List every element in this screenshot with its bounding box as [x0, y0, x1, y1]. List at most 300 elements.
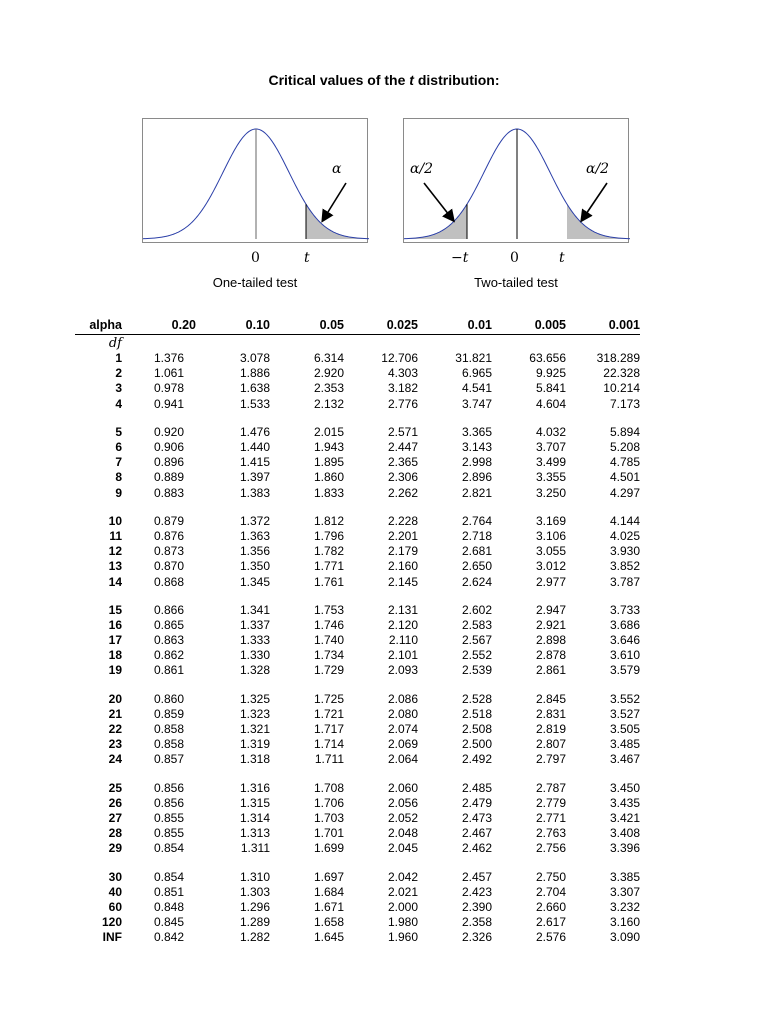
- value-cell: 5.841: [535, 381, 566, 396]
- value-cell: 3.733: [609, 602, 640, 617]
- df-cell: 27: [108, 810, 122, 825]
- df-cell: 20: [108, 691, 122, 706]
- value-cell: 2.365: [387, 455, 418, 470]
- value-cell: 2.763: [535, 826, 566, 841]
- value-cell: 2.390: [461, 899, 492, 914]
- value-cell: 2.000: [387, 899, 418, 914]
- value-cell: 0.876: [153, 528, 184, 543]
- value-cell: 2.485: [461, 780, 492, 795]
- value-cell: 3.467: [609, 752, 640, 767]
- value-cell: 1.714: [313, 737, 344, 752]
- value-cell: 7.173: [609, 396, 640, 411]
- value-cell: 4.501: [609, 470, 640, 485]
- value-cell: 1.533: [239, 396, 270, 411]
- value-cell: 2.797: [535, 752, 566, 767]
- value-cell: 1.753: [313, 602, 344, 617]
- value-cell: 3.450: [609, 780, 640, 795]
- alpha-col-header: 0.20: [122, 316, 196, 335]
- value-cell: 1.771: [313, 559, 344, 574]
- value-cell: 2.060: [387, 780, 418, 795]
- two-tailed-curve-svg: [404, 119, 630, 244]
- value-cell: 1.703: [313, 810, 344, 825]
- group-spacer: [75, 590, 640, 603]
- group-spacer: [75, 768, 640, 781]
- group-spacer: [75, 412, 640, 425]
- value-cell: 3.646: [609, 633, 640, 648]
- df-cell: 24: [108, 752, 122, 767]
- value-cell: 1.323: [239, 706, 270, 721]
- value-cell: 2.896: [461, 470, 492, 485]
- df-cell: 5: [115, 424, 122, 439]
- value-cell: 10.214: [603, 381, 640, 396]
- df-cell: 4: [115, 396, 122, 411]
- value-cell: 1.325: [239, 691, 270, 706]
- value-cell: 0.860: [153, 691, 184, 706]
- value-cell: 4.303: [387, 366, 418, 381]
- value-cell: 3.307: [609, 884, 640, 899]
- value-cell: 3.408: [609, 826, 640, 841]
- value-cell: 2.831: [535, 706, 566, 721]
- value-cell: 1.311: [240, 841, 270, 856]
- two-tailed-left-alpha-label: α/2: [410, 161, 434, 177]
- table-row: [75, 440, 640, 455]
- value-cell: 1.350: [239, 559, 270, 574]
- one-tailed-alpha-arrow: [323, 183, 346, 220]
- value-cell: 0.856: [153, 780, 184, 795]
- value-cell: 1.316: [239, 780, 270, 795]
- df-cell: 26: [108, 795, 122, 810]
- value-cell: 1.796: [313, 528, 344, 543]
- value-cell: 63.656: [529, 351, 566, 366]
- value-cell: 3.106: [535, 528, 566, 543]
- value-cell: 4.785: [609, 455, 640, 470]
- value-cell: 0.857: [153, 752, 184, 767]
- value-cell: 0.856: [153, 795, 184, 810]
- value-cell: 2.326: [461, 930, 492, 945]
- value-cell: 3.365: [461, 424, 492, 439]
- value-cell: 0.863: [153, 633, 184, 648]
- value-cell: 2.042: [387, 869, 418, 884]
- value-cell: 1.886: [239, 366, 270, 381]
- value-cell: 1.697: [313, 869, 344, 884]
- value-cell: 1.440: [239, 440, 270, 455]
- t-critical-values-table: [75, 316, 640, 945]
- value-cell: 2.080: [387, 706, 418, 721]
- value-cell: 4.604: [535, 396, 566, 411]
- value-cell: 2.423: [461, 884, 492, 899]
- df-cell: 23: [108, 737, 122, 752]
- value-cell: 1.684: [313, 884, 344, 899]
- value-cell: 1.960: [387, 930, 418, 945]
- value-cell: 3.852: [609, 559, 640, 574]
- value-cell: 4.032: [535, 424, 566, 439]
- df-cell: 2: [115, 366, 122, 381]
- value-cell: 3.707: [535, 440, 566, 455]
- two-tailed-zero-label: 0: [510, 250, 519, 266]
- value-cell: 2.571: [387, 424, 418, 439]
- value-cell: 0.870: [153, 559, 184, 574]
- table-row: [75, 470, 640, 485]
- value-cell: 4.541: [461, 381, 492, 396]
- value-cell: 3.012: [535, 559, 566, 574]
- value-cell: 1.980: [387, 915, 418, 930]
- value-cell: 3.078: [239, 351, 270, 366]
- table-row: [75, 930, 640, 945]
- value-cell: 2.528: [461, 691, 492, 706]
- table-row: [75, 841, 640, 856]
- value-cell: 1.645: [313, 930, 344, 945]
- value-cell: 1.313: [239, 826, 270, 841]
- table-row: [75, 900, 640, 915]
- df-cell: 120: [101, 915, 122, 930]
- value-cell: 2.021: [387, 884, 418, 899]
- value-cell: 2.500: [461, 737, 492, 752]
- value-cell: 2.201: [387, 528, 418, 543]
- df-cell: 7: [115, 455, 122, 470]
- value-cell: 31.821: [455, 351, 492, 366]
- value-cell: 1.345: [239, 574, 270, 589]
- value-cell: 1.314: [239, 810, 270, 825]
- alpha-col-header: 0.001: [566, 316, 640, 335]
- one-tailed-caption: One-tailed test: [212, 275, 298, 290]
- df-cell: INF: [102, 930, 122, 945]
- value-cell: 1.671: [313, 899, 344, 914]
- value-cell: 0.845: [153, 915, 184, 930]
- value-cell: 0.854: [153, 841, 184, 856]
- value-cell: 2.074: [387, 722, 418, 737]
- value-cell: 0.941: [153, 396, 184, 411]
- df-cell: 15: [108, 602, 122, 617]
- value-cell: 1.318: [239, 752, 270, 767]
- df-cell: 29: [108, 841, 122, 856]
- value-cell: 1.746: [313, 617, 344, 632]
- value-cell: 0.883: [153, 485, 184, 500]
- value-cell: 0.851: [153, 884, 184, 899]
- value-cell: 2.583: [461, 617, 492, 632]
- two-tailed-left-alpha-arrow: [424, 183, 453, 220]
- value-cell: 2.998: [461, 455, 492, 470]
- value-cell: 2.921: [535, 617, 566, 632]
- value-cell: 1.303: [239, 884, 270, 899]
- two-tailed-right-alpha-label: α/2: [586, 161, 610, 177]
- value-cell: 1.363: [239, 528, 270, 543]
- df-cell: 17: [108, 633, 122, 648]
- value-cell: 2.508: [461, 722, 492, 737]
- value-cell: 3.579: [609, 663, 640, 678]
- one-tailed-zero-label: 0: [251, 250, 260, 266]
- value-cell: 2.567: [461, 633, 492, 648]
- group-spacer: [75, 856, 640, 869]
- value-cell: 3.396: [609, 841, 640, 856]
- value-cell: 2.056: [387, 795, 418, 810]
- table-row: [75, 603, 640, 618]
- df-header-row: [75, 335, 640, 352]
- value-cell: 0.859: [153, 706, 184, 721]
- value-cell: 3.090: [609, 930, 640, 945]
- value-cell: 3.385: [609, 869, 640, 884]
- value-cell: 0.920: [153, 424, 184, 439]
- df-cell: 3: [115, 381, 122, 396]
- table-row: [75, 351, 640, 366]
- df-cell: 11: [109, 528, 122, 543]
- value-cell: 0.858: [153, 722, 184, 737]
- table-row: [75, 737, 640, 752]
- value-cell: 1.337: [239, 617, 270, 632]
- df-cell: 22: [108, 722, 122, 737]
- one-tailed-diagram: [142, 118, 368, 243]
- value-cell: 3.747: [461, 396, 492, 411]
- two-tailed-caption: Two-tailed test: [474, 275, 558, 290]
- value-cell: 2.064: [387, 752, 418, 767]
- value-cell: 1.397: [239, 470, 270, 485]
- title-t: t: [409, 72, 414, 88]
- value-cell: 4.297: [609, 485, 640, 500]
- table-row: [75, 752, 640, 767]
- alpha-col-header: 0.10: [196, 316, 270, 335]
- value-cell: 2.101: [387, 648, 418, 663]
- value-cell: 1.330: [239, 648, 270, 663]
- table-row: [75, 425, 640, 440]
- value-cell: 3.435: [609, 795, 640, 810]
- value-cell: 3.499: [535, 455, 566, 470]
- value-cell: 0.848: [153, 899, 184, 914]
- value-cell: 2.473: [461, 810, 492, 825]
- value-cell: 1.725: [313, 691, 344, 706]
- value-cell: 2.660: [535, 899, 566, 914]
- value-cell: 2.776: [387, 396, 418, 411]
- table-row: [75, 885, 640, 900]
- value-cell: 0.855: [153, 810, 184, 825]
- value-cell: 2.160: [387, 559, 418, 574]
- value-cell: 3.610: [609, 648, 640, 663]
- value-cell: 1.706: [313, 795, 344, 810]
- value-cell: 1.761: [313, 574, 344, 589]
- value-cell: 0.889: [153, 470, 184, 485]
- value-cell: 2.457: [461, 869, 492, 884]
- table-row: [75, 486, 640, 501]
- value-cell: 1.476: [239, 424, 270, 439]
- table-row: [75, 663, 640, 678]
- value-cell: 3.160: [609, 915, 640, 930]
- value-cell: 3.505: [609, 722, 640, 737]
- value-cell: 2.069: [387, 737, 418, 752]
- value-cell: 3.055: [535, 544, 566, 559]
- value-cell: 1.711: [314, 752, 344, 767]
- group-spacer: [75, 501, 640, 514]
- value-cell: 1.812: [313, 513, 344, 528]
- table-row: [75, 826, 640, 841]
- value-cell: 2.681: [461, 544, 492, 559]
- value-cell: 2.462: [461, 841, 492, 856]
- value-cell: 0.978: [153, 381, 184, 396]
- alpha-col-header: 0.005: [492, 316, 566, 335]
- df-cell: 8: [115, 470, 122, 485]
- value-cell: 5.208: [609, 440, 640, 455]
- df-cell: 25: [108, 780, 122, 795]
- value-cell: 2.756: [535, 841, 566, 856]
- df-cell: 14: [108, 574, 122, 589]
- two-tailed-neg-t-label: −t: [451, 250, 469, 266]
- value-cell: 0.873: [153, 544, 184, 559]
- value-cell: 2.624: [461, 574, 492, 589]
- value-cell: 0.858: [153, 737, 184, 752]
- value-cell: 0.879: [153, 513, 184, 528]
- two-tailed-diagram: [403, 118, 629, 243]
- value-cell: 2.518: [461, 706, 492, 721]
- value-cell: 6.965: [461, 366, 492, 381]
- table-row: [75, 574, 640, 589]
- value-cell: 2.771: [535, 810, 566, 825]
- df-cell: 60: [108, 899, 122, 914]
- value-cell: 2.920: [313, 366, 344, 381]
- df-cell: 6: [115, 440, 122, 455]
- table-row: [75, 811, 640, 826]
- value-cell: 0.866: [153, 602, 184, 617]
- table-row: [75, 722, 640, 737]
- value-cell: 2.764: [461, 513, 492, 528]
- df-cell: 1: [115, 351, 122, 366]
- value-cell: 1.701: [313, 826, 344, 841]
- df-cell: 21: [108, 706, 122, 721]
- alpha-col-header: 0.01: [418, 316, 492, 335]
- group-spacer: [75, 679, 640, 692]
- value-cell: 2.093: [387, 663, 418, 678]
- df-cell: 13: [108, 559, 122, 574]
- value-cell: 1.699: [313, 841, 344, 856]
- table-row: [75, 707, 640, 722]
- value-cell: 1.061: [153, 366, 184, 381]
- value-cell: 2.861: [535, 663, 566, 678]
- value-cell: 1.708: [313, 780, 344, 795]
- value-cell: 2.845: [535, 691, 566, 706]
- value-cell: 1.319: [239, 737, 270, 752]
- value-cell: 2.358: [461, 915, 492, 930]
- value-cell: 1.717: [313, 722, 344, 737]
- value-cell: 2.779: [535, 795, 566, 810]
- value-cell: 1.833: [313, 485, 344, 500]
- table-row: [75, 781, 640, 796]
- value-cell: 2.015: [313, 424, 344, 439]
- value-cell: 4.144: [609, 513, 640, 528]
- value-cell: 2.704: [535, 884, 566, 899]
- value-cell: 2.807: [535, 737, 566, 752]
- value-cell: 0.854: [153, 869, 184, 884]
- value-cell: 2.120: [387, 617, 418, 632]
- value-cell: 2.787: [535, 780, 566, 795]
- table-row: [75, 366, 640, 381]
- value-cell: 2.447: [387, 440, 418, 455]
- value-cell: 2.353: [313, 381, 344, 396]
- value-cell: 2.602: [461, 602, 492, 617]
- value-cell: 1.383: [239, 485, 270, 500]
- value-cell: 1.740: [313, 633, 344, 648]
- value-cell: 22.328: [603, 366, 640, 381]
- value-cell: 3.355: [535, 470, 566, 485]
- value-cell: 0.896: [153, 455, 184, 470]
- value-cell: 1.895: [313, 455, 344, 470]
- value-cell: 3.169: [535, 513, 566, 528]
- table-row: [75, 544, 640, 559]
- value-cell: 2.467: [461, 826, 492, 841]
- value-cell: 2.479: [461, 795, 492, 810]
- value-cell: 2.718: [461, 528, 492, 543]
- value-cell: 1.729: [313, 663, 344, 678]
- value-cell: 2.052: [387, 810, 418, 825]
- value-cell: 2.878: [535, 648, 566, 663]
- df-header: df: [108, 335, 122, 351]
- two-tailed-t-label: t: [559, 250, 565, 266]
- value-cell: 2.819: [535, 722, 566, 737]
- value-cell: 2.821: [461, 485, 492, 500]
- value-cell: 5.894: [609, 424, 640, 439]
- value-cell: 2.492: [461, 752, 492, 767]
- value-cell: 3.143: [461, 440, 492, 455]
- value-cell: 1.638: [239, 381, 270, 396]
- value-cell: 1.721: [313, 706, 344, 721]
- value-cell: 3.485: [609, 737, 640, 752]
- value-cell: 0.862: [153, 648, 184, 663]
- value-cell: 9.925: [535, 366, 566, 381]
- value-cell: 1.658: [313, 915, 344, 930]
- table-row: [75, 869, 640, 884]
- table-row: [75, 796, 640, 811]
- value-cell: 2.179: [387, 544, 418, 559]
- table-row: [75, 381, 640, 396]
- value-cell: 1.372: [239, 513, 270, 528]
- table-row: [75, 529, 640, 544]
- value-cell: 1.734: [313, 648, 344, 663]
- value-cell: 2.228: [387, 513, 418, 528]
- df-cell: 18: [108, 648, 122, 663]
- value-cell: 0.868: [153, 574, 184, 589]
- value-cell: 1.289: [239, 915, 270, 930]
- value-cell: 2.977: [535, 574, 566, 589]
- value-cell: 1.321: [239, 722, 270, 737]
- table-row: [75, 648, 640, 663]
- table-row: [75, 397, 640, 412]
- df-cell: 16: [108, 617, 122, 632]
- alpha-header: alpha: [75, 316, 122, 335]
- value-cell: 2.552: [461, 648, 492, 663]
- value-cell: 2.650: [461, 559, 492, 574]
- value-cell: 2.539: [461, 663, 492, 678]
- value-cell: 3.421: [609, 810, 640, 825]
- value-cell: 1.310: [239, 869, 270, 884]
- value-cell: 2.145: [387, 574, 418, 589]
- value-cell: 6.314: [313, 351, 344, 366]
- table-row: [75, 915, 640, 930]
- value-cell: 3.787: [609, 574, 640, 589]
- df-cell: 28: [108, 826, 122, 841]
- value-cell: 2.086: [387, 691, 418, 706]
- value-cell: 2.045: [387, 841, 418, 856]
- value-cell: 1.315: [239, 795, 270, 810]
- df-cell: 19: [108, 663, 122, 678]
- value-cell: 1.341: [239, 602, 270, 617]
- value-cell: 2.750: [535, 869, 566, 884]
- value-cell: 1.333: [239, 633, 270, 648]
- value-cell: 3.930: [609, 544, 640, 559]
- alpha-header-row: [75, 316, 640, 335]
- value-cell: 1.282: [239, 930, 270, 945]
- value-cell: 2.131: [387, 602, 418, 617]
- value-cell: 1.943: [313, 440, 344, 455]
- value-cell: 12.706: [381, 351, 418, 366]
- value-cell: 0.855: [153, 826, 184, 841]
- value-cell: 0.865: [153, 617, 184, 632]
- one-tailed-curve-svg: [143, 119, 369, 244]
- value-cell: 3.552: [609, 691, 640, 706]
